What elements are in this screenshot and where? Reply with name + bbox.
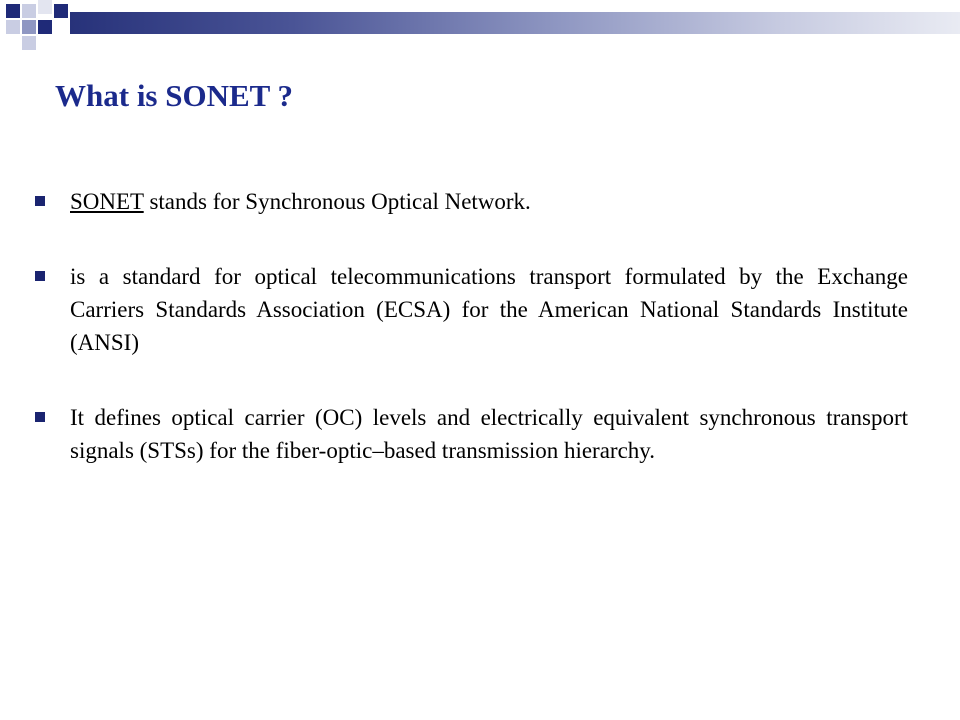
sonet-underlined-term: SONET — [70, 189, 144, 214]
bullet-square-icon — [35, 196, 45, 206]
decorative-header — [0, 0, 960, 48]
bullet-text — [70, 185, 908, 218]
header-square — [22, 20, 36, 34]
header-square — [22, 4, 36, 18]
bullet-square-icon — [35, 412, 45, 422]
header-gradient-band — [70, 12, 960, 34]
bullet-item — [30, 401, 908, 467]
header-square — [38, 20, 52, 34]
header-square — [38, 0, 52, 14]
bullet-item — [30, 260, 908, 359]
header-square — [6, 20, 20, 34]
bullet-text-rest: stands for Synchronous Optical Network. — [143, 189, 531, 214]
bullet-list — [30, 185, 908, 509]
header-square — [6, 4, 20, 18]
bullet-text: is a standard for optical telecommunications transport formulated by the Exchange Carriers Standards Association (ECSA) for the American National Standards Institute (ANSI) — [70, 264, 908, 355]
bullet-square-icon — [35, 271, 45, 281]
bullet-item — [30, 185, 908, 218]
bullet-text: It defines optical carrier (OC) levels and electrically equivalent synchronous transport signals (STSs) for the fiber-optic–based transmission hierarchy. — [70, 405, 908, 463]
header-square — [54, 4, 68, 18]
header-square — [22, 36, 36, 50]
slide-title: What is SONET ? — [55, 78, 294, 113]
